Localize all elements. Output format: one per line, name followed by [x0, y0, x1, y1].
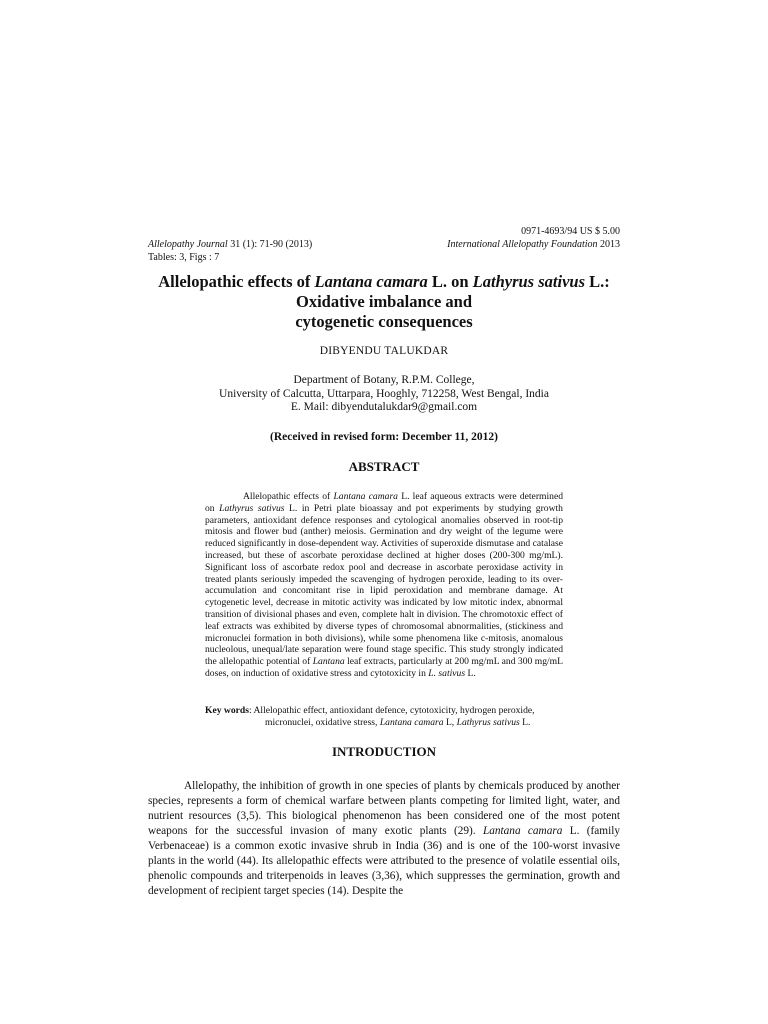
affiliation-university: University of Calcutta, Uttarpara, Hooghly, 712258, West Bengal, India [219, 387, 549, 400]
abstract-species-4: L. sativus [428, 667, 466, 679]
affiliation-department: Department of Botany, R.P.M. College, [293, 374, 475, 386]
abstract-text-2: L. leaf aqueous extracts were determined on [205, 491, 563, 514]
abstract-text-1: Allelopathic effects of [243, 491, 334, 502]
abstract-species-2: Lathyrus sativus [219, 502, 285, 514]
tables-figs-count: Tables: 3, Figs : 7 [148, 252, 220, 263]
author-affiliation [148, 374, 620, 415]
title-species-1: Lantana camara [314, 272, 428, 291]
abstract-text-3: L. in Petri plate bioassay and pot experiments by studying growth parameters, antioxidant defence responses and cytological anomalies observed in root-tip mitosis and flower bud (anther) meiosis. Germination and dry weight of the legume were reduced significantly in dose-dependent way. Activities of superoxide dismutase and catalase increased, but these of ascorbate peroxidase declined at higher doses (200-300 mg/mL). Significant loss of ascorbate redox pool and decrease in ascorbate peroxidase activity in treated plants seriously impeded the scavenging of hydrogen peroxide, leading to its over-accumulation and concomitant rise in lipid peroxidation and membrane damage. At cytogenetic level, decrease in mitotic activity was indicated by low mitotic index, abnormal transition of divisional phases and even, complete halt in division. The chromotoxic effect of leaf extracts was exhibited by diverse types of chromosomal abnormalities, (stickiness and micronuclei formation in both divisions), while some phenomena like c-mitosis, anomalous nucleolous, unequal/late separation were found stage specific. This study strongly indicated the allelopathic potential of [205, 502, 563, 668]
intro-text-2: L. (family Verbenaceae) is a common exotic invasive shrub in India (36) and is one of the 100-worst invasive plants in the world (44). Its allelopathic effects were attributed to the presence of volatile essential oils, phenolic compounds and triterpenoids in leaves (3,36), which suppresses the germination, growth and development of recipient target species (14). Despite the [148, 825, 620, 897]
author-name: DIBYENDU TALUKDAR [319, 345, 449, 357]
author-email: E. Mail: dibyendutalukdar9@gmail.com [290, 401, 478, 413]
intro-species-1: Lantana camara [482, 825, 563, 837]
abstract-text-4: leaf extracts, particularly at 200 mg/mL and 300 mg/mL doses, on induction of oxidative stress and cytotoxicity in [205, 656, 563, 679]
abstract-heading: ABSTRACT [348, 459, 420, 474]
journal-citation [148, 238, 312, 251]
intro-text-1: Allelopathy, the inhibition of growth in one species of plants by chemicals produced by another species, represents a form of chemical warfare between plants competing for limited light, water, and nutrient resources (3,5). This biological phenomenon has been considered one of the most potent weapons for the successful invasion of many exotic plants (29). [148, 780, 620, 837]
keywords-text-4: L. [519, 717, 531, 728]
keywords-species-2: Lathyrus sativus [456, 717, 520, 728]
abstract-species-3: Lantana [312, 656, 345, 668]
abstract-body [205, 491, 563, 680]
keywords [205, 705, 563, 729]
keywords-line-2 [205, 717, 563, 729]
title-text-1: Allelopathic effects of [158, 272, 315, 291]
paper-title [148, 272, 620, 332]
publisher-year: 2013 [600, 239, 620, 250]
keywords-text-3: L, [443, 717, 457, 728]
journal-issue: 31 (1): 71-90 (2013) [230, 239, 313, 250]
abstract-species-1: Lantana camara [333, 491, 398, 502]
introduction-body [148, 779, 620, 899]
keywords-text-2: micronuclei, oxidative stress, [265, 717, 380, 728]
publisher-name: International Allelopathy Foundation [447, 239, 598, 250]
abstract-text-5: L. [465, 667, 476, 679]
keywords-text-1: : Allelopathic effect, antioxidant defence, cytotoxicity, hydrogen peroxide, [248, 705, 535, 716]
title-text-3: L.: Oxidative imbalance and [295, 272, 610, 311]
keywords-species-1: Lantana camara [379, 717, 444, 728]
title-text-4: cytogenetic consequences [295, 312, 473, 331]
title-text-2: L. on [427, 272, 473, 291]
journal-name: Allelopathy Journal [148, 239, 228, 250]
keywords-label: Key words [205, 705, 249, 716]
issn-price: 0971-4693/94 US $ 5.00 [521, 226, 620, 237]
received-date: (Received in revised form: December 11, 2012) [270, 431, 498, 443]
publisher-line [447, 238, 620, 251]
introduction-heading: INTRODUCTION [331, 744, 436, 759]
title-species-2: Lathyrus sativus [472, 272, 585, 291]
